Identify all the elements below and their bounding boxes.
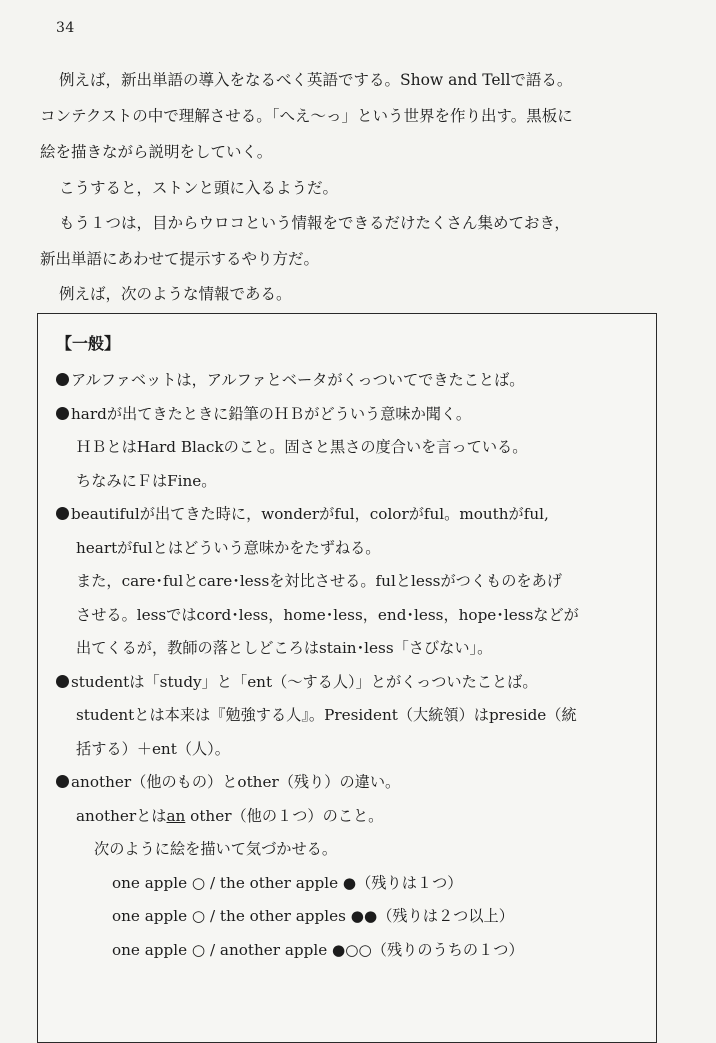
underlined-word: an (166, 806, 186, 825)
body-paragraph (40, 205, 676, 277)
apple-example-line: one apple ○ / the other apple ●（残りは１つ） (112, 873, 463, 892)
body-paragraph (40, 170, 676, 206)
text-line: もう１つは，目からウロコという情報をできるだけたくさん集めておき， (59, 214, 570, 232)
text-line: 新出単語にあわせて提示するやり方だ。 (40, 250, 320, 268)
sub-line: 括する）＋ent（人）。 (76, 739, 230, 758)
sub-text: other（他の１つ）のこと。 (185, 806, 384, 825)
sub-line: ちなみにＦはFine。 (76, 471, 217, 490)
bullet-text: アルファベットは，アルファとベータがくっついてできたことば。 (71, 371, 525, 389)
apple-example-line: one apple ○ / the other apples ●●（残りは２つ以上） (112, 907, 514, 925)
bullet-item-another (56, 766, 642, 800)
apple-example-line: one apple ○ / another apple ●○○（残りのうちの１つ） (112, 940, 524, 959)
bullet-item-beautiful (56, 498, 642, 532)
bullet-item-student (56, 666, 642, 700)
bullet-icon (56, 373, 69, 386)
bullet-icon (56, 675, 69, 688)
instruction-line: 次のように絵を描いて気づかせる。 (94, 840, 337, 858)
sub-line: させる。lessではcord･less，home･less，end･less，hope･lessなどが (76, 605, 579, 624)
sub-line: heartがfulとはどういう意味かをたずねる。 (76, 538, 381, 557)
bullet-item-hard (56, 398, 642, 432)
sub-line: また，care･fulとcare･lessを対比させる。fulとlessがつくものをあげ (76, 572, 562, 590)
text-line: こうすると，ストンと頭に入るようだ。 (59, 179, 339, 197)
body-paragraph (40, 62, 676, 170)
bullet-text: hardが出てきたときに鉛筆のＨＢがどういう意味か聞く。 (71, 404, 472, 423)
bullet-text: another（他のもの）とother（残り）の違い。 (71, 773, 401, 791)
bullet-text: studentは「study」と「ent（～する人）」とがくっついたことば。 (71, 672, 538, 691)
body-paragraph (40, 276, 676, 312)
page-number: 34 (56, 20, 75, 36)
sub-line: 出てくるが，教師の落としどころはstain･less「さびない」。 (76, 639, 493, 657)
bullet-icon (56, 775, 69, 788)
bullet-text: beautifulが出てきた時に，wonderがful，colorがful。mouthがful, (71, 505, 549, 523)
box-heading: 【一般】 (56, 334, 121, 353)
text-line: 例えば，次のような情報である。 (59, 285, 292, 303)
bullet-icon (56, 407, 69, 420)
info-box (37, 313, 657, 1043)
sub-line-another-definition (56, 800, 642, 834)
sub-text: anotherとは (76, 806, 167, 825)
text-line: 絵を描きながら説明をしていく。 (40, 143, 273, 161)
text-line: 例えば，新出単語の導入をなるべく英語でする。Show and Tellで語る。 (59, 71, 573, 89)
bullet-item-alphabet (56, 364, 642, 398)
text-line: コンテクストの中で理解させる。「へえ～っ」という世界を作り出す。黒板に (40, 107, 573, 125)
sub-line: ＨＢとはHard Blackのこと。固さと黒さの度合いを言っている。 (76, 438, 528, 456)
info-box-content (56, 332, 642, 967)
bullet-icon (56, 507, 69, 520)
sub-line: studentとは本来は『勉強する人』。President（大統領）はpreside（統 (76, 706, 577, 724)
